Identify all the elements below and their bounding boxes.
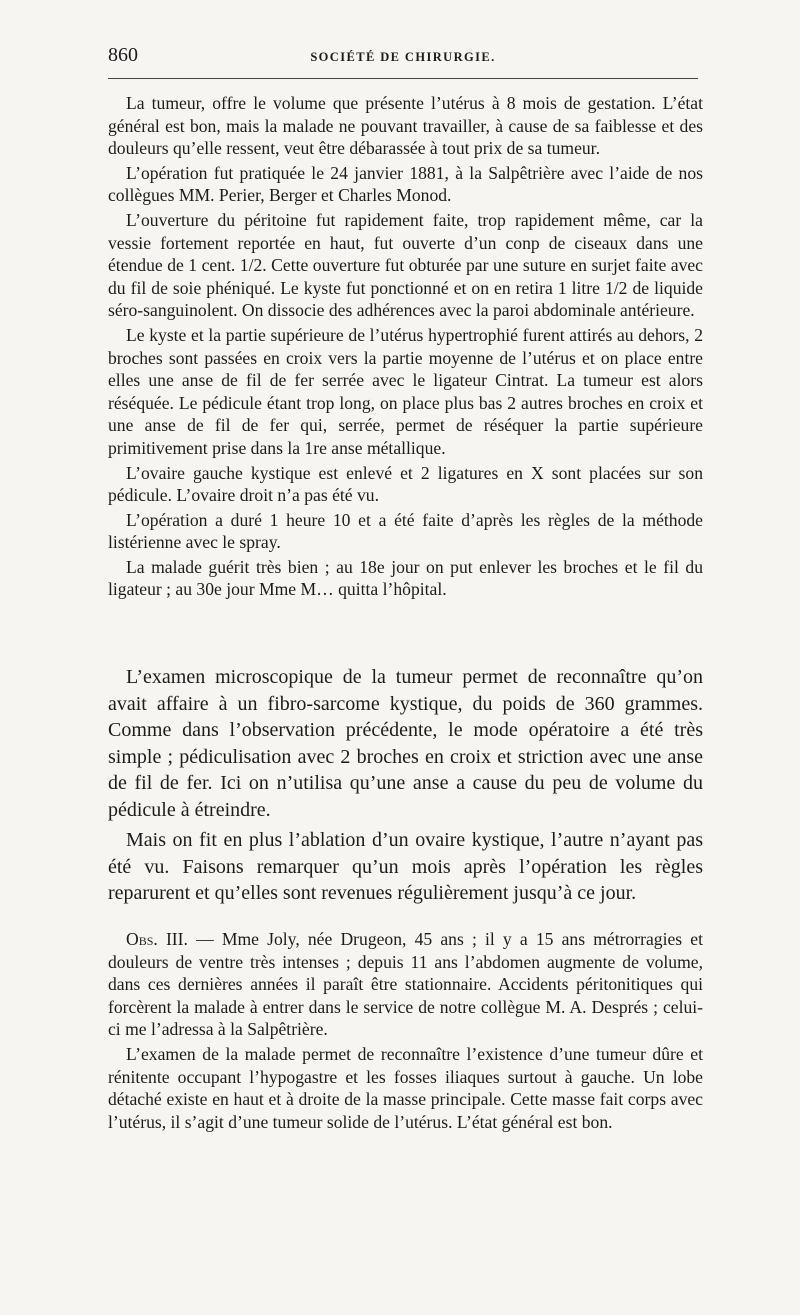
case-paragraph: L’opération fut pratiquée le 24 janvier 1881, à la Salpêtrière avec l’aide de nos collègues MM. Perier, Berger et Charles Monod. — [108, 162, 703, 206]
case-report — [108, 92, 703, 603]
commentary-paragraph: Mais on fit en plus l’ablation d’un ovaire kystique, l’autre n’ayant pas été vu. Faisons remarquer qu’un mois après l’opération les règles reparurent et qu’elles sont revenues régulièrement jusqu’à ce jour. — [108, 829, 703, 904]
case-paragraph: La tumeur, offre le volume que présente l’utérus à 8 mois de gestation. L’état général est bon, mais la malade ne pouvant travailler, à cause de sa faiblesse et des douleurs qu’elle ressent, veut être débarassée à tout prix de sa tumeur. — [108, 93, 703, 159]
running-title: SOCIÉTÉ DE CHIRURGIE. — [310, 50, 496, 64]
header-rule — [108, 78, 698, 79]
observation-text: — Mme Joly, née Drugeon, 45 ans ; il y a 15 ans métrorragies et douleurs de ventre très intenses ; depuis 11 ans l’abdomen augmente de volume, dans ces dernières années il paraît être stationnaire. Accidents péritonitiques qui forcèrent la malade à entrer dans le service de notre collègue M. A. Després ; celui-ci me l’adressa à la Salpêtrière. — [108, 929, 703, 1040]
observation-paragraph — [108, 928, 703, 1041]
observation-label: Obs. III. — [126, 929, 188, 949]
case-paragraph: L’ouverture du péritoine fut rapidement faite, trop rapidement même, car la vessie fortement reportée en haut, fut ouverte d’un conp de ciseaux dans une étendue de 1 cent. 1/2. Cette ouverture fut obturée par une suture en surjet faite avec du fil de soie phéniqué. Le kyste fut ponctionné et on en retira 1 litre 1/2 de liquide séro-sanguinolent. On dissocie des adhérences avec la paroi abdominale antérieure. — [108, 209, 703, 321]
commentary — [108, 664, 703, 911]
observation-paragraph: L’examen de la malade permet de reconnaître l’existence d’une tumeur dûre et rénitente occupant l’hypogastre et les fosses iliaques surtout à gauche. Un lobe détaché existe en haut et à droite de la masse principale. Cette masse fait corps avec l’utérus, il s’agit d’une tumeur solide de l’utérus. L’état général est bon. — [108, 1043, 703, 1132]
page-number: 860 — [108, 44, 138, 66]
case-paragraph: L’opération a duré 1 heure 10 et a été faite d’après les règles de la méthode listérienne avec le spray. — [108, 509, 703, 553]
case-paragraph: Le kyste et la partie supérieure de l’utérus hypertrophié furent attirés au dehors, 2 broches sont passées en croix vers la partie moyenne de l’utérus et on place entre elles une anse de fil de fer serrée avec le ligateur Cintrat. La tumeur est alors réséquée. Le pédicule étant trop long, on place plus bas 2 autres broches en croix et une anse de fil de fer qui, serrée, permet de réséquer la partie supérieure primitivement prise dans la 1re anse métallique. — [108, 324, 703, 458]
observation-section — [108, 928, 703, 1135]
commentary-paragraph: L’examen microscopique de la tumeur permet de reconnaître qu’on avait affaire à un fibro-sarcome kystique, du poids de 360 grammes. Comme dans l’observation précédente, le mode opératoire a été très simple ; pédiculisation avec 2 broches en croix et striction avec une anse de fil de fer. Ici on n’utilisa qu’une anse a cause du peu de volume du pédicule à étreindre. — [108, 666, 703, 821]
case-paragraph: La malade guérit très bien ; au 18e jour on put enlever les broches et le fil du ligateur ; au 30e jour Mme M… quitta l’hôpital. — [108, 556, 703, 600]
case-paragraph: L’ovaire gauche kystique est enlevé et 2 ligatures en X sont placées sur son pédicule. L’ovaire droit n’a pas été vu. — [108, 462, 703, 506]
running-head — [108, 44, 698, 70]
